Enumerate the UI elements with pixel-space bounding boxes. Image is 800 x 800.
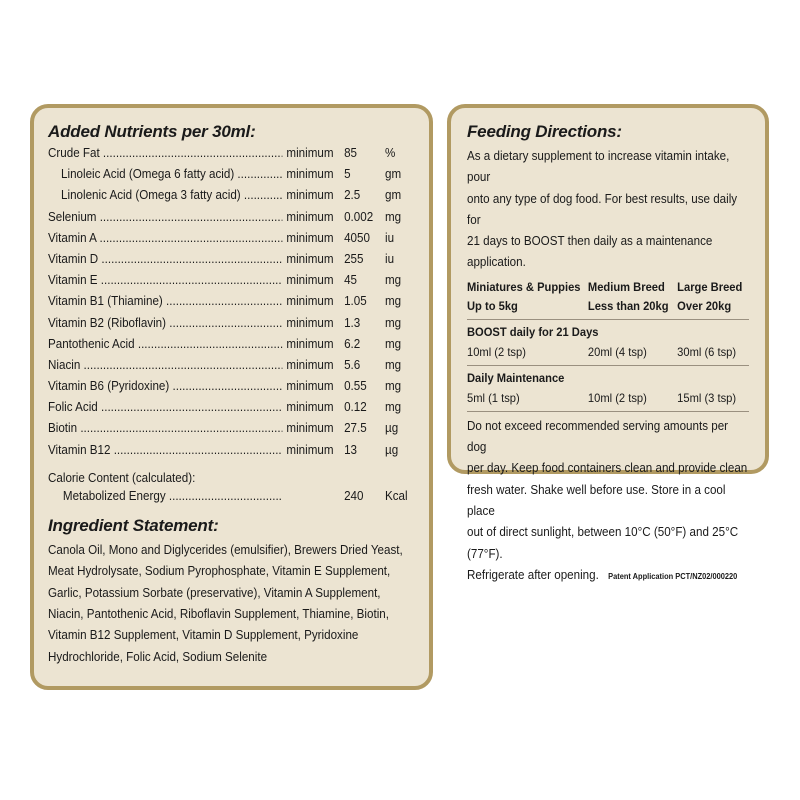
nutrient-row [48,188,417,209]
nutrient-value: 0.12 [344,400,367,415]
nutrient-row [48,273,417,294]
nutrient-name: Vitamin B12 ..... [48,443,283,457]
feeding-heading: Feeding Directions: [467,122,622,141]
nutrient-qualifier: minimum [286,230,334,245]
column-header-line: Medium Breed [587,279,665,294]
intro-line: 21 days to BOOST then daily as a maintenance application. [467,234,713,270]
note-line: out of direct sunlight, between 10°C (50°F) and 25°C (77°F). [467,525,739,561]
column-header-line: Up to 5kg [467,298,518,313]
nutrient-unit: iu [384,251,395,266]
nutrient-unit: iu [384,230,395,245]
nutrient-qualifier: minimum [286,442,334,457]
ingredient-line: Canola Oil, Mono and Diglycerides (emulsifier), Brewers Dried Yeast, [48,543,403,558]
nutrient-name: Vitamin D ..... [48,252,283,266]
nutrient-qualifier: minimum [286,400,334,415]
nutrient-value: 6.2 [344,336,361,351]
nutrient-qualifier: minimum [286,357,334,372]
nutrient-unit: mg [384,273,402,288]
nutrient-unit: µg [384,442,399,457]
nutrient-unit: % [384,146,396,160]
note-line: Refrigerate after opening. [467,567,599,582]
nutrient-name: Vitamin A ..... [48,231,283,245]
nutrient-unit: mg [384,379,402,394]
maintenance-value-large: 15ml (3 tsp) [677,390,737,405]
column-header-line: Miniatures & Puppies [467,279,581,294]
nutrient-value: 27.5 [344,421,367,436]
nutrient-row [48,231,417,252]
divider [467,365,749,366]
nutrient-unit: gm [384,188,402,203]
feeding-note [467,416,749,587]
column-header-medium [588,278,677,316]
nutrient-row [48,337,417,358]
nutrient-qualifier: minimum [286,209,334,224]
ingredient-line: Hydrochloride, Folic Acid, Sodium Selenite [48,649,268,664]
intro-line: As a dietary supplement to increase vitamin intake, pour [467,149,730,185]
maintenance-row [467,388,749,408]
metabolized-energy-name: Metabolized Energy ..... [48,489,283,503]
boost-value-small: 10ml (2 tsp) [467,344,526,359]
feeding-table [467,278,749,412]
ingredient-heading: Ingredient Statement: [48,516,219,536]
ingredient-line: Vitamin B12 Supplement, Vitamin D Supplement, Pyridoxine [48,628,359,643]
nutrient-value: 5.6 [344,357,361,372]
metabolized-energy-value: 240 [344,489,364,503]
nutrient-name: Linoleic Acid (Omega 6 fatty acid) ..... [48,167,283,181]
nutrient-unit: mg [384,400,402,415]
nutrient-value: 255 [344,251,364,266]
nutrient-name: Crude Fat ..... [48,146,283,160]
nutrient-value: 13 [344,442,358,457]
nutrient-value: 4050 [344,230,370,245]
ingredient-line: Garlic, Potassium Sorbate (preservative), Vitamin A Supplement, [48,585,381,600]
nutrient-value: 0.55 [344,379,367,394]
nutrient-qualifier: minimum [286,294,334,309]
nutrient-row [48,358,417,379]
nutrient-qualifier: minimum [286,273,334,288]
column-header-line: Large Breed [677,279,743,294]
column-header-line: Less than 20kg [587,298,669,313]
column-header-miniatures [467,278,588,316]
nutrient-row [48,443,417,464]
nutrient-name: Linolenic Acid (Omega 3 fatty acid) ..... [48,188,283,202]
nutrient-row [48,294,417,315]
column-header-large [677,278,751,316]
nutrient-name: Vitamin E ..... [48,273,283,287]
nutrients-heading: Added Nutrients per 30ml: [48,122,256,141]
note-line: Do not exceed recommended serving amounts per dog [467,418,729,455]
boost-title: BOOST daily for 21 Days [467,324,599,339]
boost-value-medium: 20ml (4 tsp) [587,344,647,359]
nutrient-name: Biotin ..... [48,421,283,435]
nutrient-qualifier: minimum [286,315,334,330]
nutrient-value: 45 [344,273,358,288]
note-last-line [467,565,749,587]
nutrient-qualifier: minimum [286,188,334,203]
feeding-panel [447,104,769,582]
patent-number: Patent Application PCT/NZ02/000220 [608,571,738,581]
intro-line: onto any type of dog food. For best results, use daily for [467,191,738,227]
nutrient-row [48,421,417,442]
nutrient-qualifier: minimum [286,167,334,182]
nutrient-name: Selenium ..... [48,210,283,224]
nutrient-row [48,379,417,400]
maintenance-value-small: 5ml (1 tsp) [467,390,520,405]
nutrient-name: Vitamin B2 (Riboflavin) ..... [48,316,283,330]
nutrient-qualifier: minimum [286,251,334,266]
nutrient-value: 0.002 [344,209,374,224]
nutrient-row [48,252,417,273]
nutrient-row [48,210,417,231]
nutrient-row [48,400,417,421]
metabolized-energy-unit: Kcal [384,489,408,503]
ingredient-statement [48,540,415,668]
maintenance-value-medium: 10ml (2 tsp) [587,390,647,405]
nutrient-unit: mg [384,315,402,330]
nutrient-unit: gm [384,167,402,182]
nutrient-unit: mg [384,336,402,351]
nutrient-name: Folic Acid ..... [48,400,283,414]
nutrient-unit: mg [384,209,402,224]
note-line: fresh water. Shake well before use. Store in a cool place [467,482,726,518]
column-header-line: Over 20kg [677,298,732,313]
nutrient-value: 2.5 [344,188,361,203]
nutrient-row [48,316,417,337]
nutrient-value: 85 [344,146,358,160]
nutrient-qualifier: minimum [286,421,334,436]
boost-value-large: 30ml (6 tsp) [677,344,737,359]
feeding-intro [467,146,749,274]
nutrient-qualifier: minimum [286,336,334,351]
calorie-content-label: Calorie Content (calculated): [48,470,196,485]
boost-row [467,342,749,362]
divider [467,411,749,412]
nutrient-qualifier: minimum [286,379,334,394]
nutrient-row [48,146,417,167]
nutrient-qualifier: minimum [286,146,334,160]
nutrient-unit: mg [384,294,402,309]
nutrient-name: Niacin ..... [48,358,283,372]
ingredient-line: Meat Hydrolysate, Sodium Pyrophosphate, Vitamin E Supplement, [48,564,391,579]
note-line: per day. Keep food containers clean and provide clean [467,461,748,476]
ingredient-line: Niacin, Pantothenic Acid, Riboflavin Supplement, Thiamine, Biotin, [48,607,389,622]
nutrient-value: 5 [344,167,351,182]
metabolized-energy-row [48,489,417,510]
maintenance-title: Daily Maintenance [467,370,565,385]
nutrients-panel [30,104,433,690]
nutrient-table [48,146,415,464]
divider [467,319,749,320]
nutrient-name: Vitamin B6 (Pyridoxine) ..... [48,379,283,393]
nutrient-unit: mg [384,357,402,372]
nutrient-name: Pantothenic Acid ..... [48,337,283,351]
nutrient-row [48,167,417,188]
nutrient-unit: µg [384,421,399,436]
nutrient-value: 1.3 [344,315,361,330]
nutrient-name: Vitamin B1 (Thiamine) ..... [48,294,283,308]
nutrient-value: 1.05 [344,294,367,309]
table-header-row [467,278,749,316]
